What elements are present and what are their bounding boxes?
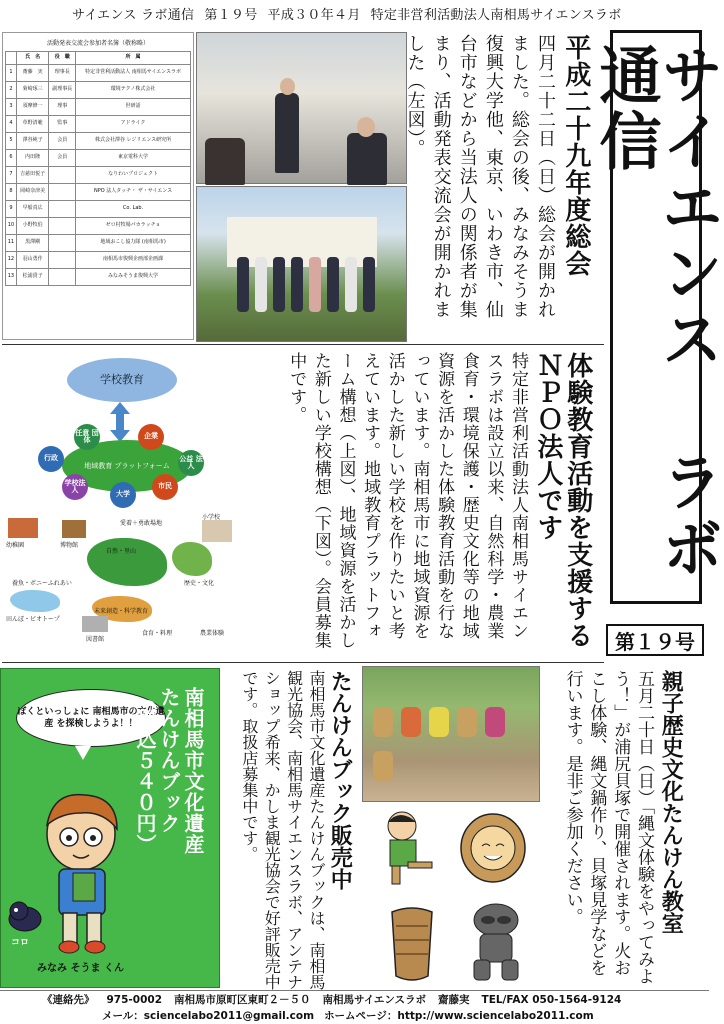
bidirectional-arrow-icon	[110, 402, 130, 442]
tanken-book-title	[133, 687, 205, 977]
table-cell: 理事	[49, 99, 76, 116]
header-date: 平成３０年４月	[267, 7, 361, 23]
table-header: 役 職	[49, 52, 76, 65]
table-row	[6, 184, 191, 201]
table-cell: なりわいプロジェクト	[76, 167, 191, 184]
map-label: 食育・料理	[142, 630, 173, 637]
node-school-corp: 学校法人	[62, 474, 88, 500]
table-row	[6, 235, 191, 252]
map-label: 歴史・文化	[184, 580, 215, 587]
table-cell	[49, 184, 76, 201]
library-building	[82, 616, 108, 632]
table-row	[6, 218, 191, 235]
table-cell: 齋藤 実	[16, 65, 49, 82]
table-cell: 1	[6, 65, 17, 82]
postal-code: 975-0002	[106, 994, 162, 1006]
node-public-corp: 公益 法人	[178, 450, 204, 476]
table-row	[6, 82, 191, 99]
school-building	[202, 520, 232, 542]
table-cell: 地域おこし協力隊 (南相馬市)	[76, 235, 191, 252]
article-2-body: 特定非営利活動法人南相馬サイエンスラボは設立以来、自然科学・農業食育・環境保護・歴史文化等の地域資源を活かした体験教育活動を行なっています。南相馬市に地域資源を活かした新しい学校を作りたいと考えています。地域教育プラットフォーム構想（上図）、地域資源を活かした新しい学校構想（下図）。会員募集中です。	[286, 352, 528, 650]
education-platform-diagram	[2, 350, 247, 660]
map-label: 図書館	[86, 636, 105, 643]
article-1-body: 四月二十二日（日）総会が開かれました。総会の後、みなみそうま復興大学他、東京、いわき市、仙台市などから当法人の関係者が集まり、活動発表交流会が開かれました（左図）。	[404, 34, 556, 319]
article-2-title: 体験教育活動を支援するＮＰＯ法人です	[532, 352, 593, 649]
table-cell	[49, 252, 76, 269]
platform-node: 地域教育 プラットフォーム	[62, 440, 192, 492]
address: 南相馬市原町区東町２－５０	[174, 994, 311, 1006]
dogu-figurine-illustration	[458, 808, 528, 888]
table-cell: 株式会社澤谷 レジリエンス研究所	[76, 133, 191, 150]
header-publication: サイエンス ラボ通信	[72, 7, 195, 23]
table-cell: 内田隆	[16, 150, 49, 167]
fire-starting-kid-illustration	[378, 808, 438, 888]
table-cell: 11	[6, 235, 17, 252]
divider	[2, 662, 604, 663]
node-university: 大学	[110, 482, 136, 508]
map-label: 小学校	[202, 514, 221, 521]
article-3-title: 親子歴史文化たんけん教室	[658, 670, 685, 934]
table-cell: 12	[6, 252, 17, 269]
mascot-name: みなみ そうま くん	[37, 963, 124, 974]
table-cell: 小野牧伯	[16, 218, 49, 235]
attendee-figure	[347, 133, 387, 185]
table-cell: Co. Lab.	[76, 201, 191, 218]
article-4-title: たんけんブック販売中	[327, 670, 354, 890]
table-cell: 特定非営利活動法人 南相馬サイエンスラボ	[76, 65, 191, 82]
issue-box: 第１９号	[606, 624, 704, 656]
table-cell: 理事長	[49, 65, 76, 82]
map-label: 博物館	[60, 542, 79, 549]
kindergarten-building	[8, 518, 38, 538]
speaker-head	[280, 78, 295, 95]
table-cell: 環境テクノ株式会社	[76, 82, 191, 99]
map-label: 養魚・ボニーふれあい	[12, 580, 72, 587]
member-table	[2, 32, 194, 340]
table-row	[6, 133, 191, 150]
table-cell: ゼロ村牧場パカラッチョ	[76, 218, 191, 235]
header-publisher: 特定非営利活動法人南相馬サイエンスラボ	[370, 7, 622, 23]
node-government: 行政	[38, 446, 64, 472]
dog-name: コロ	[11, 938, 30, 948]
footer-contact	[0, 990, 709, 1024]
article-4-body: 南相馬市文化遺産たんけんブックは、南相馬観光協会、南相馬サイエンスラボ、アンテナショップ希来、かしま観光協会で好評販売中です。取扱店募集中です。	[239, 670, 326, 990]
table-cell: 7	[6, 167, 17, 184]
participant-table	[5, 51, 191, 286]
table-cell: 5	[6, 133, 17, 150]
table-header-row	[6, 52, 191, 65]
table-cell: アドライク	[76, 116, 191, 133]
table-row	[6, 116, 191, 133]
children-group	[373, 707, 523, 787]
dog-illustration	[5, 895, 45, 935]
table-cell	[49, 235, 76, 252]
table-cell: 菊崎琢三	[16, 82, 49, 99]
map-label: 幼稚園	[6, 542, 25, 549]
pond-illustration	[10, 590, 60, 612]
table-header: 氏 名	[16, 52, 49, 65]
table-row	[6, 167, 191, 184]
map-label: 農業体験	[200, 630, 225, 637]
table-cell: 8	[6, 184, 17, 201]
table-cell: 松浦貴子	[16, 269, 49, 286]
table-row	[6, 201, 191, 218]
attendee-head	[357, 117, 375, 137]
org-name: 南相馬サイエンスラボ	[322, 994, 427, 1006]
contact-label: 《連絡先》	[42, 994, 95, 1006]
table-cell	[49, 201, 76, 218]
group-people	[237, 257, 387, 312]
email-link[interactable]: メール：sciencelabo2011@gmail.com	[102, 1010, 315, 1022]
hill-illustration	[172, 542, 212, 576]
homepage-link[interactable]: ホームページ：http://www.sciencelabo2011.com	[324, 1010, 594, 1022]
map-label: 未来創造・科学教育	[94, 608, 149, 615]
speaker-figure	[275, 93, 299, 173]
header-issue: 第１９号	[204, 7, 258, 23]
table-row	[6, 269, 191, 286]
table-cell: 東京電科大学	[76, 150, 191, 167]
table-cell: NPO 法人タッチ・ ザ・サイエンス	[76, 184, 191, 201]
table-cell: 13	[6, 269, 17, 286]
divider	[2, 344, 604, 345]
map-label: 愛着＋勇敢場地	[120, 520, 163, 527]
table-cell: 3	[6, 99, 17, 116]
table-header: 所 属	[76, 52, 191, 65]
table-row	[6, 65, 191, 82]
attendee-figure	[205, 138, 245, 185]
telephone: TEL/FAX 050-1564-9124	[481, 994, 622, 1006]
table-cell: 4	[6, 116, 17, 133]
table-cell	[49, 167, 76, 184]
table-cell: 吉慈田悦子	[16, 167, 49, 184]
table-cell: 6	[6, 150, 17, 167]
masthead	[589, 30, 724, 604]
table-cell: 副理事長	[49, 82, 76, 99]
table-caption: 活動発表交流会参加者名簿（敬称略）	[46, 40, 149, 47]
map-label: 自然・里山	[106, 548, 137, 555]
table-header	[6, 52, 17, 65]
contact-person: 齋藤実	[438, 994, 470, 1006]
table-cell: 岡崎奈津美	[16, 184, 49, 201]
table-cell: 世研話	[76, 99, 191, 116]
table-cell: 会員	[49, 150, 76, 167]
table-cell: 会員	[49, 133, 76, 150]
group-photo	[196, 186, 407, 342]
table-cell: 監事	[49, 116, 76, 133]
table-cell: 澤谷純子	[16, 133, 49, 150]
node-voluntary-group: 任意 団体	[74, 424, 100, 450]
table-body	[6, 65, 191, 286]
school-education-node: 学校教育	[67, 358, 177, 402]
shakoki-dogu-illustration	[466, 900, 526, 984]
node-company: 企業	[138, 424, 164, 450]
node-citizen: 市民	[152, 474, 178, 500]
table-cell: 羽山勇作	[16, 252, 49, 269]
table-cell: 草野清範	[16, 116, 49, 133]
table-cell: 須摩修一	[16, 99, 49, 116]
table-cell: 早船真広	[16, 201, 49, 218]
table-row	[6, 99, 191, 116]
article-1-title: 平成二十九年度総会	[560, 34, 591, 277]
speech-text: ぼくといっしょに 南相馬市の文化遺産 を探検しようよ！！	[17, 706, 165, 729]
tanken-price: （税込５４０円）	[133, 687, 157, 855]
table-row	[6, 252, 191, 269]
table-cell: みなみそうま復興大学	[76, 269, 191, 286]
tanken-title-line2: たんけんブック	[157, 687, 181, 834]
tanken-title-line1: 南相馬市文化遺産	[181, 687, 205, 855]
general-meeting-photo	[196, 32, 407, 184]
table-cell	[49, 269, 76, 286]
article-3-body: 五月二十日（日）「縄文体験をやってみよう！」が浦尻貝塚で開催されます。火おこし体験、縄文鍋作り、貝塚見学などを行います。是非ご参加ください。	[562, 670, 654, 985]
table-cell: 南相馬市復興企画部企画課	[76, 252, 191, 269]
museum-building	[62, 520, 86, 538]
table-cell: 10	[6, 218, 17, 235]
table-cell: 9	[6, 201, 17, 218]
table-row	[6, 150, 191, 167]
tanken-book-panel	[0, 668, 220, 988]
masthead-title: サイエンス ラボ通信	[589, 43, 724, 582]
jomon-pot-illustration	[386, 906, 438, 984]
map-label: 田んぼ・ビオトープ	[6, 616, 60, 623]
table-cell: 黒澤剛	[16, 235, 49, 252]
table-cell	[49, 218, 76, 235]
page-header	[0, 0, 709, 26]
children-activity-photo	[362, 666, 540, 802]
table-cell: 2	[6, 82, 17, 99]
